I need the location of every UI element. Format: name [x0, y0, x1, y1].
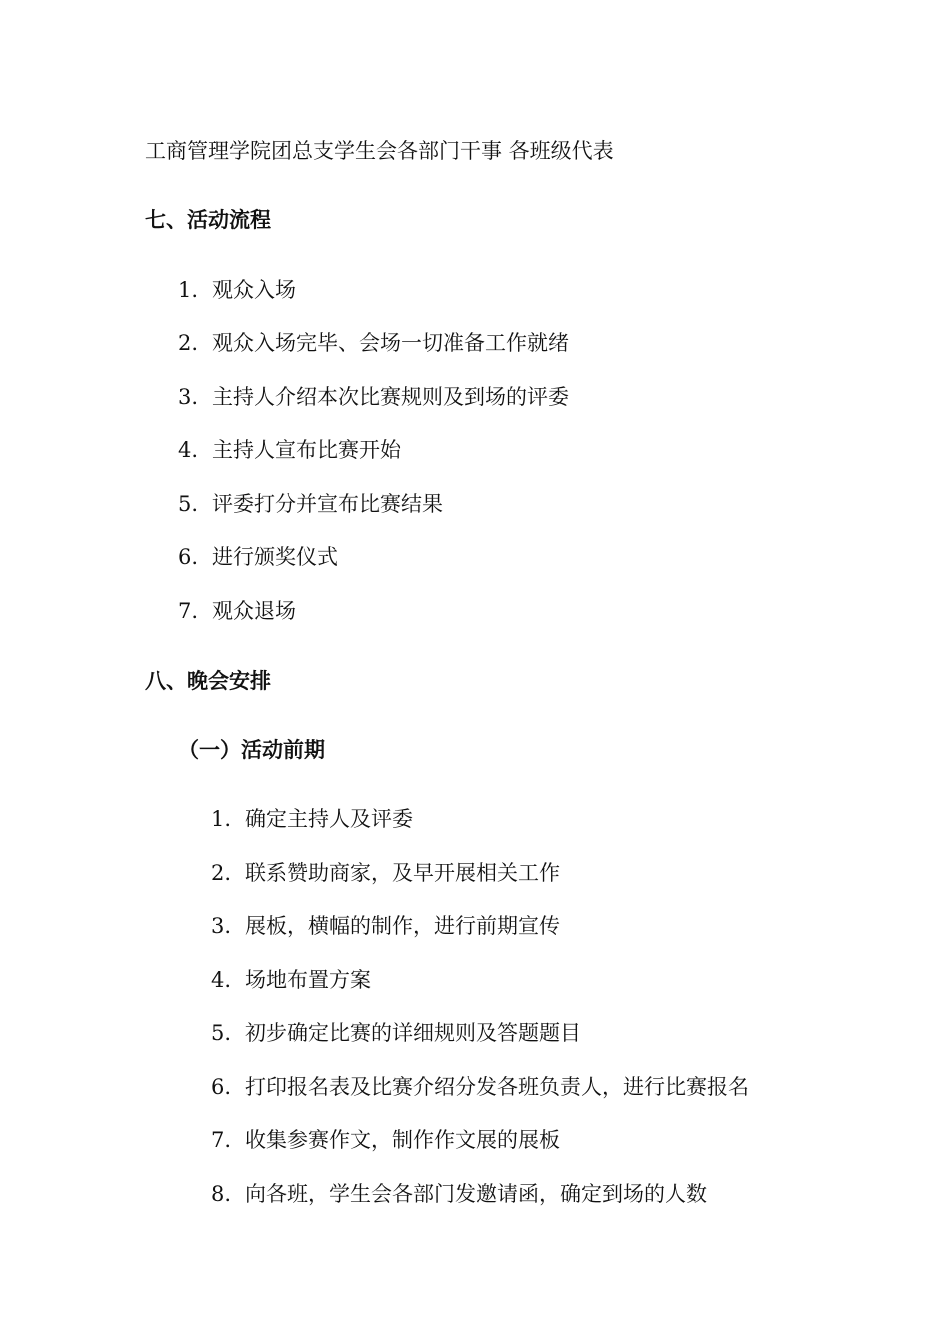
list-item [178, 276, 296, 304]
list-item-text: 评委打分并宣布比赛结果 [212, 492, 443, 516]
list-item-number: 3. [178, 385, 199, 409]
list-item-number: 6. [178, 545, 199, 569]
subsection-1-title: （一）活动前期 [178, 737, 325, 762]
list-item [211, 1180, 707, 1208]
list-item [178, 490, 443, 518]
list-item-number: 7. [211, 1128, 232, 1152]
list-item [211, 805, 413, 833]
list-item-text: 收集参赛作文，制作作文展的展板 [245, 1128, 560, 1152]
list-item [211, 1126, 560, 1154]
list-item-text: 初步确定比赛的详细规则及答题题目 [245, 1021, 581, 1045]
list-item-number: 8. [211, 1182, 232, 1206]
intro-line: 工商管理学院团总支学生会各部门干事 各班级代表 [145, 139, 614, 163]
list-item [178, 436, 401, 464]
list-item-number: 5. [211, 1021, 232, 1045]
list-item-text: 联系赞助商家，及早开展相关工作 [245, 861, 560, 885]
list-item-number: 2. [178, 331, 199, 355]
list-item-number: 4. [178, 438, 199, 462]
list-item-text: 向各班，学生会各部门发邀请函，确定到场的人数 [245, 1182, 707, 1206]
list-item-text: 观众入场 [212, 278, 296, 302]
list-item-number: 6. [211, 1075, 232, 1099]
list-item-text: 打印报名表及比赛介绍分发各班负责人，进行比赛报名 [245, 1075, 749, 1099]
list-item-number: 2. [211, 861, 232, 885]
list-item [178, 383, 569, 411]
list-item-text: 确定主持人及评委 [245, 807, 413, 831]
list-item [211, 966, 371, 994]
list-item-number: 4. [211, 968, 232, 992]
list-item [211, 859, 560, 887]
list-item-text: 观众入场完毕、会场一切准备工作就绪 [212, 331, 569, 355]
list-item-text: 主持人介绍本次比赛规则及到场的评委 [212, 385, 569, 409]
list-item [211, 912, 560, 940]
section-7-title: 七、活动流程 [145, 207, 271, 232]
list-item-number: 1. [178, 278, 199, 302]
list-item-text: 进行颁奖仪式 [212, 545, 338, 569]
list-item [211, 1073, 749, 1101]
list-item-number: 7. [178, 599, 199, 623]
list-item-text: 主持人宣布比赛开始 [212, 438, 401, 462]
list-item-number: 3. [211, 914, 232, 938]
list-item [178, 329, 569, 357]
section-8-title: 八、晚会安排 [145, 668, 271, 693]
list-item [178, 543, 338, 571]
list-item [211, 1019, 581, 1047]
list-item-number: 5. [178, 492, 199, 516]
list-item [178, 597, 296, 625]
list-item-text: 观众退场 [212, 599, 296, 623]
list-item-text: 展板，横幅的制作，进行前期宣传 [245, 914, 560, 938]
list-item-number: 1. [211, 807, 232, 831]
list-item-text: 场地布置方案 [245, 968, 371, 992]
